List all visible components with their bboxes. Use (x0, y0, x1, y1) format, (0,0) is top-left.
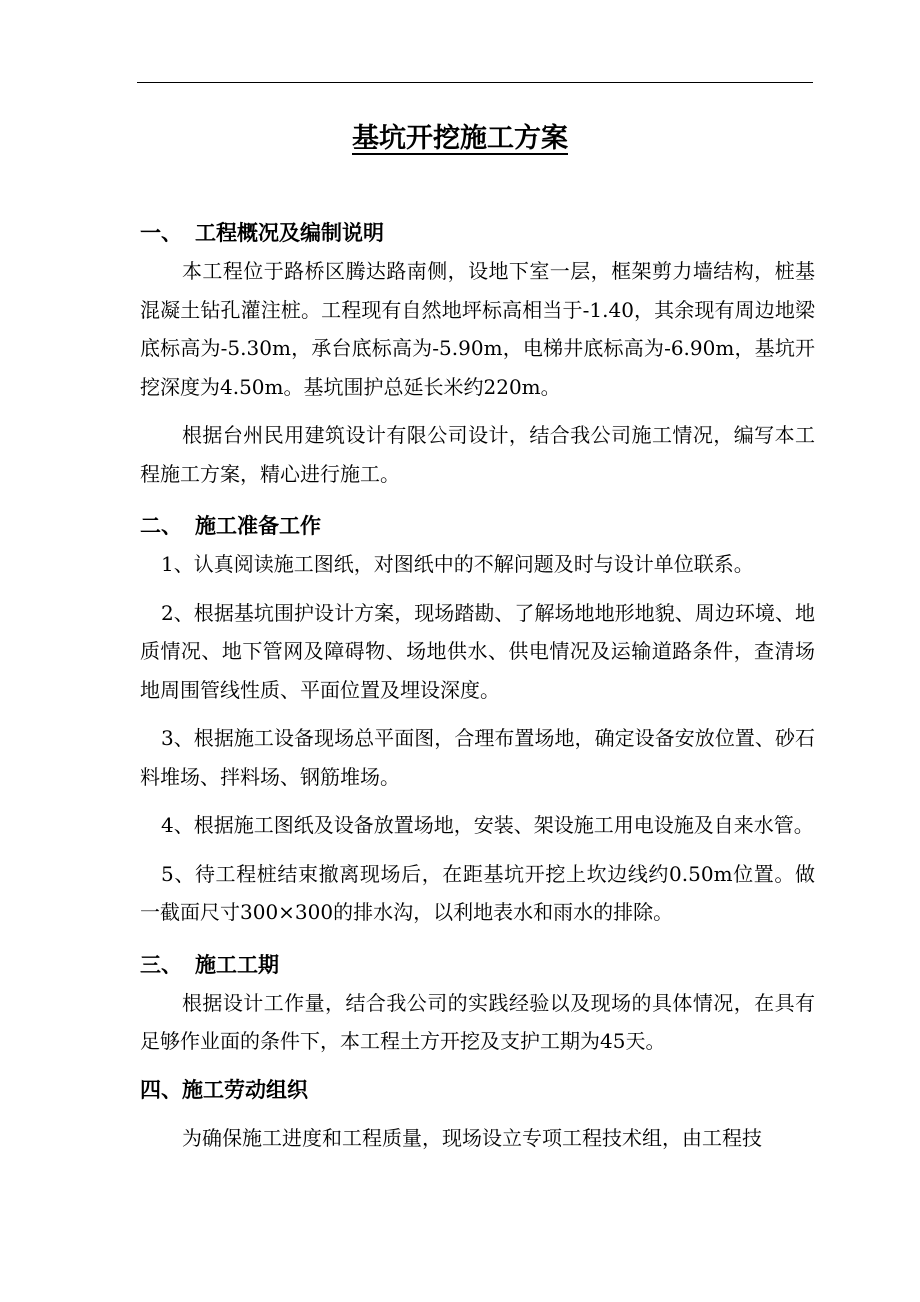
section-heading-1 (140, 214, 815, 252)
section-heading-2 (140, 507, 815, 545)
section-heading-3 (140, 946, 815, 984)
section-number: 三、 (140, 952, 182, 977)
paragraph: 根据台州民用建筑设计有限公司设计，结合我公司施工情况，编写本工程施工方案，精心进行施工。 (140, 423, 815, 486)
document-title: 基坑开挖施工方案 (352, 123, 568, 154)
list-item: 4、根据施工图纸及设备放置场地，安装、架设施工用电设施及自来水管。 (161, 813, 814, 837)
section-title: 施工劳动组织 (182, 1077, 308, 1102)
section-title: 施工准备工作 (195, 514, 321, 538)
paragraph: 根据设计工作量，结合我公司的实践经验以及现场的具体情况，在具有足够作业面的条件下，本工程土方开挖及支护工期为45天。 (140, 990, 815, 1053)
section-heading-4 (140, 1071, 815, 1109)
paragraph: 本工程位于路桥区腾达路南侧，设地下室一层，框架剪力墙结构，桩基混凝土钻孔灌注桩。工程现有自然地坪标高相当于-1.40，其余现有周边地梁底标高为-5.30m，承台底标高为-5.90m，电梯井底标高为-6.90m，基坑开挖深度为4.50m。基坑围护总延长米约220m。 (140, 259, 815, 399)
section-title: 施工工期 (195, 952, 279, 977)
list-item: 5、待工程桩结束撤离现场后，在距基坑开挖上坎边线约0.50m位置。做一截面尺寸300×300的排水沟，以利地表水和雨水的排除。 (140, 861, 815, 924)
paragraph: 为确保施工进度和工程质量，现场设立专项工程技术组，由工程技 (182, 1125, 762, 1150)
section-number: 四、 (140, 1077, 182, 1102)
document-body (140, 214, 815, 1157)
section-number: 二、 (140, 514, 182, 538)
section-number: 一、 (140, 221, 182, 245)
list-item: 1、认真阅读施工图纸，对图纸中的不解问题及时与设计单位联系。 (161, 552, 754, 576)
list-item: 3、根据施工设备现场总平面图，合理布置场地，确定设备安放位置、砂石料堆场、拌料场、钢筋堆场。 (140, 726, 815, 789)
list-item: 2、根据基坑围护设计方案，现场踏勘、了解场地地形地貌、周边环境、地质情况、地下管网及障碍物、场地供水、供电情况及运输道路条件，查清场地周围管线性质、平面位置及埋设深度。 (140, 600, 815, 702)
header-rule (137, 82, 813, 83)
section-title: 工程概况及编制说明 (195, 221, 384, 245)
title-block (0, 116, 920, 155)
